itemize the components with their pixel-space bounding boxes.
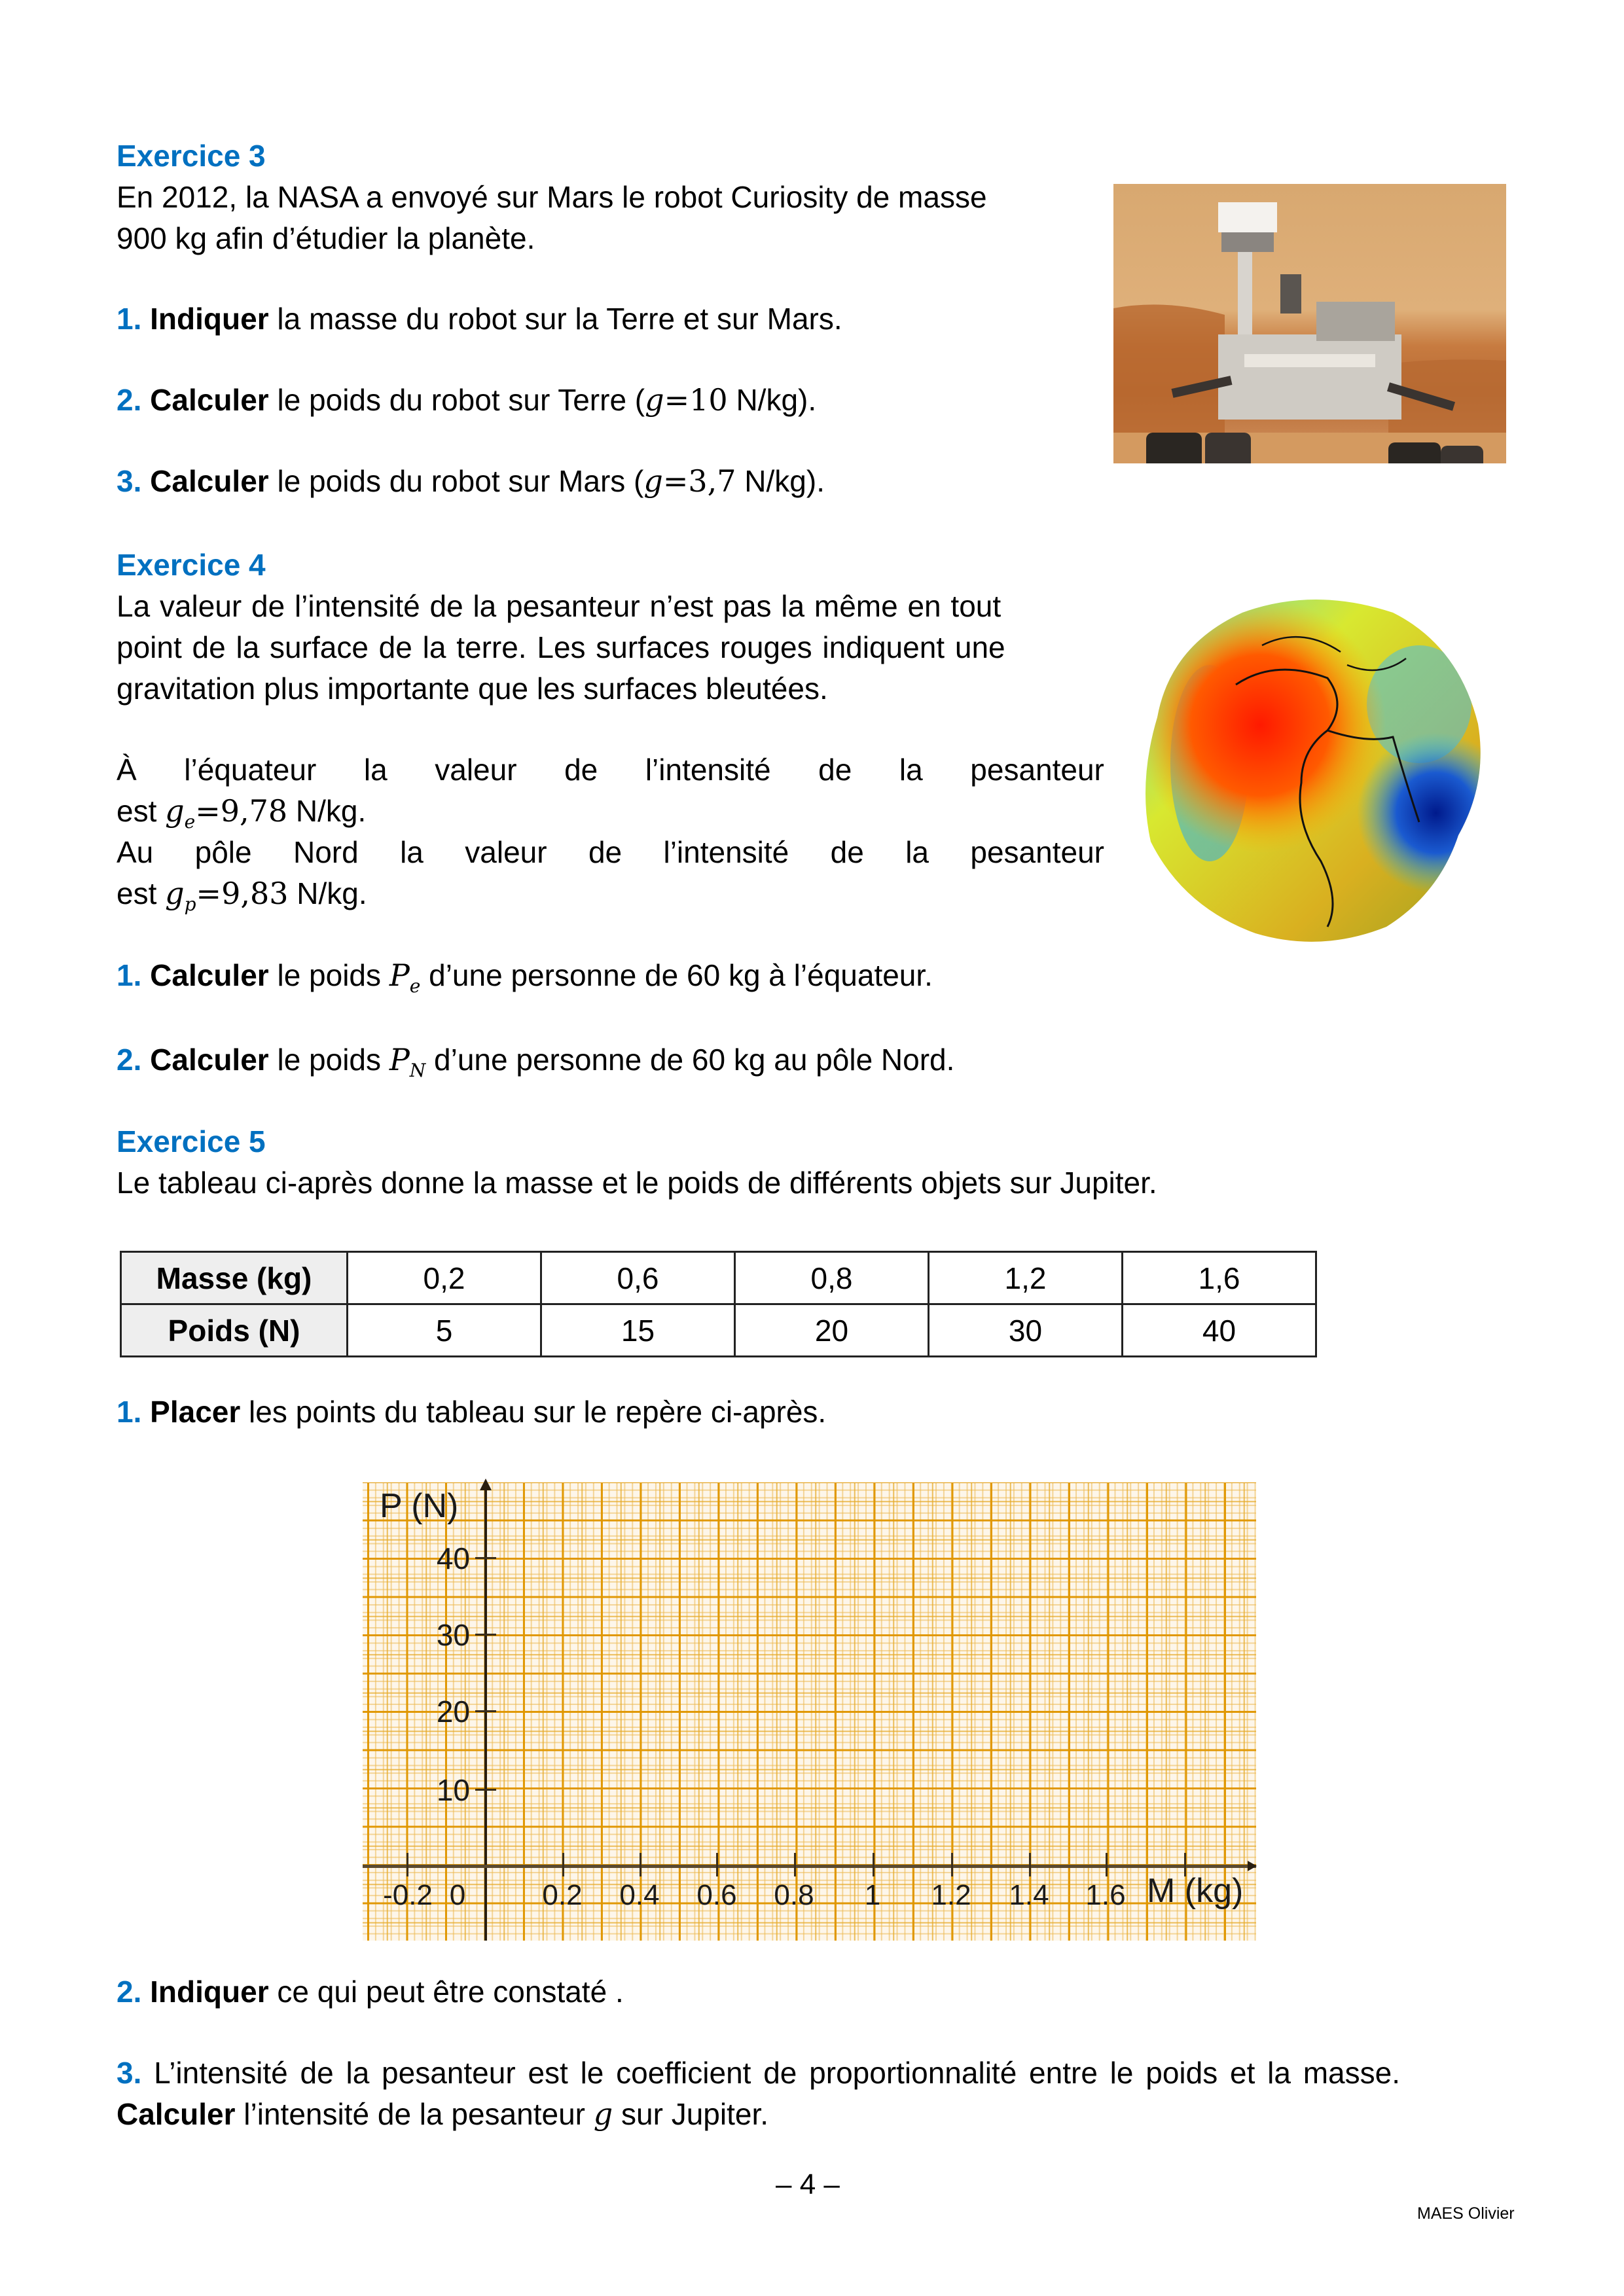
- y-tick-label: 20: [436, 1695, 470, 1729]
- question-number: 3.: [117, 2056, 142, 2090]
- math-variable: g: [643, 463, 663, 499]
- question-text-end: d’une personne de 60 kg au pôle Nord.: [425, 1043, 955, 1077]
- question-number: 2.: [117, 383, 142, 417]
- word: de: [818, 753, 852, 787]
- math-variable: P: [389, 1042, 410, 1077]
- exercise-3-intro-line-1: En 2012, la NASA a envoyé sur Mars le robot Curiosity de masse: [117, 180, 987, 214]
- row-header: Poids (N): [121, 1304, 348, 1357]
- math-variable: g: [593, 2096, 613, 2132]
- y-axis-arrow-icon: [480, 1479, 492, 1490]
- y-tick: [475, 1634, 496, 1636]
- table-cell: 0,2: [348, 1252, 541, 1304]
- math-variable: P: [389, 958, 410, 993]
- question-text-end: N/kg).: [727, 383, 817, 417]
- exercise-5-question-2: [117, 1971, 624, 2013]
- table-cell: 30: [929, 1304, 1123, 1357]
- math-subscript: p: [184, 893, 196, 915]
- question-verb: Calculer: [150, 383, 269, 417]
- word: la: [899, 753, 923, 787]
- question-3-line-1: [117, 2053, 1400, 2094]
- question-number: 2.: [117, 1043, 142, 1077]
- word: pôle: [194, 835, 252, 869]
- earth-gravity-geoid-image: [1131, 586, 1490, 952]
- x-tick: [951, 1853, 953, 1876]
- question-text: le poids du robot sur Terre (: [268, 383, 645, 417]
- table-cell: 1,2: [929, 1252, 1123, 1304]
- exercise-4-intro-line-2: point de la surface de la terre. Les surfaces rouges indiquent une: [117, 630, 1005, 664]
- page-number: – 4 –: [776, 2168, 840, 2200]
- exercise-3-question-3: [117, 461, 825, 502]
- question-verb: Placer: [150, 1395, 241, 1429]
- question-text-end: sur Jupiter.: [613, 2097, 769, 2131]
- word: l’intensité: [663, 835, 789, 869]
- y-tick-label: 40: [436, 1541, 470, 1575]
- question-number: 3.: [117, 464, 142, 498]
- math-variable: g: [165, 876, 185, 911]
- word: la: [400, 835, 424, 869]
- question-text: le poids: [268, 1043, 389, 1077]
- x-tick-label: 1.6: [1085, 1879, 1126, 1911]
- curiosity-rover-image: [1113, 184, 1506, 463]
- word: l’intensité: [645, 753, 771, 787]
- exercise-4-equator-value: [117, 791, 366, 836]
- math-variable: g: [165, 793, 185, 829]
- mass-weight-table: [120, 1251, 1317, 1357]
- y-axis-label: P (N): [380, 1487, 459, 1525]
- question-text: ce qui peut être constaté .: [268, 1975, 624, 2009]
- x-axis: [363, 1865, 1256, 1868]
- x-axis-label: M (kg): [1147, 1872, 1244, 1910]
- word: de: [830, 835, 864, 869]
- text: est: [117, 876, 166, 910]
- exercise-4-question-1: [117, 955, 933, 1000]
- math-value: =10: [664, 382, 728, 418]
- word: la: [905, 835, 929, 869]
- question-number: 2.: [117, 1975, 142, 2009]
- exercise-3-intro-line-2: 900 kg afin d’étudier la planète.: [117, 221, 535, 255]
- question-text: les points du tableau sur le repère ci-après.: [240, 1395, 827, 1429]
- table-cell: 15: [541, 1304, 735, 1357]
- math-value: =9,83: [196, 876, 289, 911]
- x-tick: [406, 1853, 408, 1876]
- exercise-5-question-3-line-1: [117, 2053, 1509, 2094]
- table-cell: 0,8: [735, 1252, 929, 1304]
- x-tick: [873, 1853, 875, 1876]
- word: la: [363, 753, 388, 787]
- exercise-5-title: Exercice 5: [117, 1124, 266, 1158]
- question-verb: Indiquer: [150, 1975, 269, 2009]
- table-cell: 40: [1123, 1304, 1316, 1357]
- word: de: [564, 753, 598, 787]
- x-tick: [716, 1853, 718, 1876]
- math-variable: g: [645, 382, 664, 418]
- exercise-4-intro-line-1: [117, 586, 1104, 627]
- x-tick-label: -0.2: [383, 1879, 433, 1911]
- word: Nord: [293, 835, 359, 869]
- question-verb: Calculer: [117, 2097, 236, 2131]
- question-text: le poids du robot sur Mars (: [268, 464, 644, 498]
- graph-paper-axes[interactable]: [363, 1482, 1256, 1941]
- x-tick: [1029, 1853, 1031, 1876]
- word: pesanteur: [970, 835, 1104, 869]
- word: À: [117, 753, 137, 787]
- x-tick: [794, 1853, 796, 1876]
- table-cell: 0,6: [541, 1252, 735, 1304]
- question-text: la masse du robot sur la Terre et sur Mars.: [268, 302, 842, 336]
- exercise-3-question-1: [117, 298, 842, 340]
- question-verb: Calculer: [150, 1043, 269, 1077]
- word: valeur: [465, 835, 547, 869]
- x-tick-label: 1: [864, 1879, 881, 1911]
- exercise-5-question-1: [117, 1391, 826, 1433]
- question-text: le poids: [268, 958, 389, 992]
- exercise-4-pole-sentence: [117, 832, 1104, 873]
- y-tick-label: 30: [436, 1618, 470, 1652]
- x-tick-label: 0.2: [542, 1879, 583, 1911]
- text: est: [117, 794, 166, 828]
- exercise-5-question-3-line-2: [117, 2094, 768, 2135]
- word: de: [588, 835, 623, 869]
- word: pesanteur: [970, 753, 1104, 787]
- x-axis-arrow-icon: [1248, 1861, 1257, 1871]
- question-verb: Calculer: [150, 464, 269, 498]
- x-tick: [562, 1853, 564, 1876]
- exercise-4-question-2: [117, 1039, 954, 1085]
- question-text: l’intensité de la pesanteur: [235, 2097, 594, 2131]
- row-header: Masse (kg): [121, 1252, 348, 1304]
- unit: N/kg.: [288, 876, 367, 910]
- math-value: =9,78: [195, 793, 288, 829]
- math-subscript: N: [409, 1060, 426, 1081]
- x-tick-label: 0.8: [774, 1879, 814, 1911]
- intro-text: La valeur de l’intensité de la pesanteur n’est pas la même en tout: [117, 589, 1001, 623]
- x-tick: [640, 1853, 641, 1876]
- question-number: 1.: [117, 1395, 142, 1429]
- math-subscript: e: [409, 975, 421, 997]
- x-tick-label: 1.4: [1009, 1879, 1049, 1911]
- question-verb: Indiquer: [150, 302, 269, 336]
- question-number: 1.: [117, 958, 142, 992]
- x-tick-label: 0: [449, 1879, 466, 1911]
- table-cell: 1,6: [1123, 1252, 1316, 1304]
- x-tick: [1106, 1853, 1108, 1876]
- y-tick: [475, 1557, 496, 1559]
- exercise-3-question-2: [117, 380, 816, 421]
- word: valeur: [435, 753, 517, 787]
- question-number: 1.: [117, 302, 142, 336]
- y-tick-label: 10: [436, 1773, 470, 1807]
- word: Au: [117, 835, 154, 869]
- exercise-5-intro: Le tableau ci-après donne la masse et le poids de différents objets sur Jupiter.: [117, 1166, 1157, 1200]
- exercise-4-equator-sentence: [117, 749, 1104, 791]
- question-text: L’intensité de la pesanteur est le coefficient de proportionnalité entre le poids et la masse.: [141, 2056, 1401, 2090]
- x-tick-label: 0.4: [619, 1879, 660, 1911]
- question-text-end: N/kg).: [736, 464, 825, 498]
- author-name: MAES Olivier: [1417, 2204, 1515, 2223]
- table-cell: 5: [348, 1304, 541, 1357]
- math-subscript: e: [184, 811, 196, 833]
- exercise-4-pole-value: [117, 873, 367, 918]
- exercise-4-title: Exercice 4: [117, 548, 266, 582]
- question-verb: Calculer: [150, 958, 269, 992]
- math-value: =3,7: [662, 463, 736, 499]
- exercise-4-intro-line-3: gravitation plus importante que les surfaces bleutées.: [117, 672, 828, 706]
- table-row-poids: [121, 1304, 1316, 1357]
- table-row-masse: [121, 1252, 1316, 1304]
- question-text-end: d’une personne de 60 kg à l’équateur.: [420, 958, 933, 992]
- word: l’équateur: [184, 753, 317, 787]
- table-cell: 20: [735, 1304, 929, 1357]
- globe-icon: [1131, 586, 1490, 952]
- exercise-3-title: Exercice 3: [117, 139, 266, 173]
- rover-illustration-icon: [1113, 184, 1506, 463]
- y-tick: [475, 1710, 496, 1712]
- x-tick-label: 1.2: [931, 1879, 971, 1911]
- y-tick: [475, 1789, 496, 1791]
- x-tick-label: 0.6: [696, 1879, 737, 1911]
- unit: N/kg.: [287, 794, 367, 828]
